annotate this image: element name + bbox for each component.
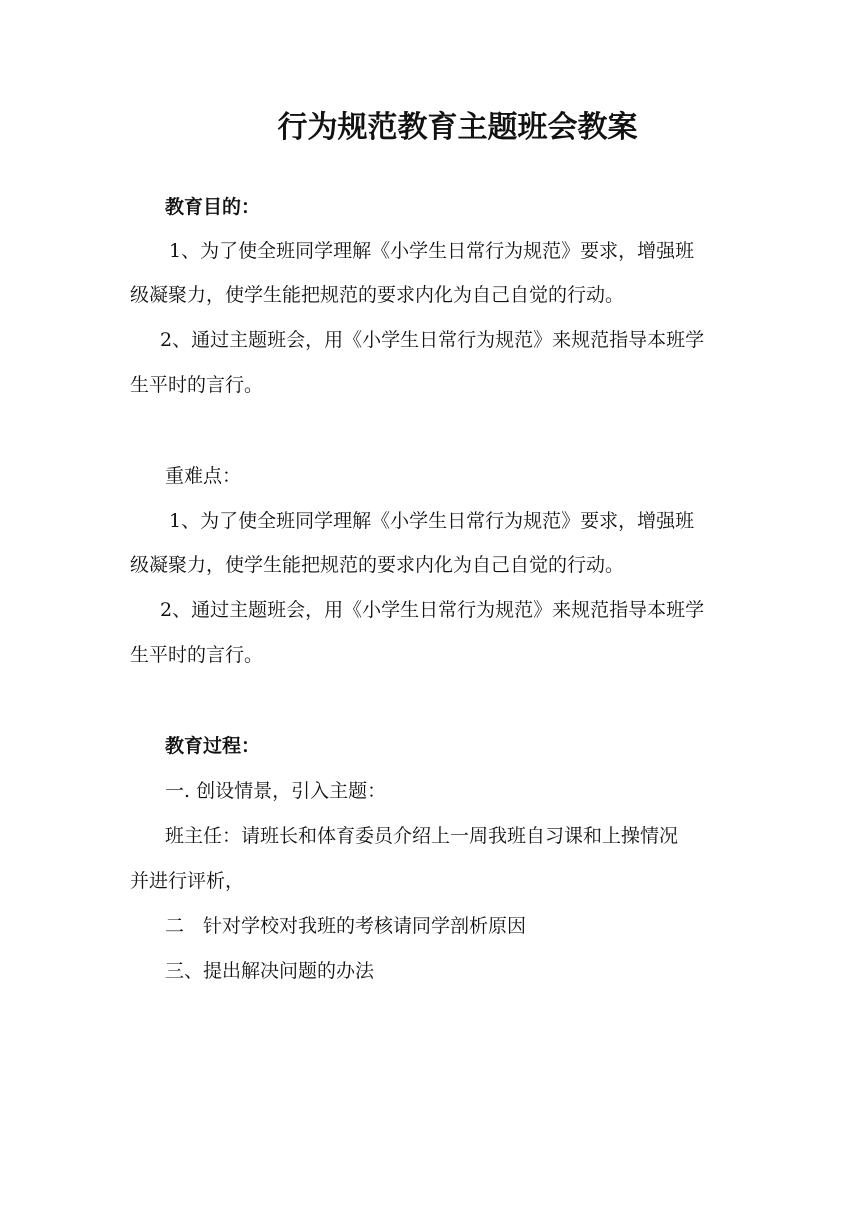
purpose-item1-line1: 1、为了使全班同学理解《小学生日常行为规范》要求，增强班 <box>169 240 695 262</box>
process-step2: 二 针对学校对我班的考核请同学剖析原因 <box>165 915 527 937</box>
process-step1: 一. 创设情景，引入主题： <box>165 780 387 802</box>
process-teacher-line1: 班主任：请班长和体育委员介绍上一周我班自习课和上操情况 <box>165 825 679 847</box>
document-title: 行为规范教育主题班会教案 <box>277 110 638 145</box>
key-points-heading: 重难点： <box>165 465 242 487</box>
key-points-item1-line2: 级凝聚力，使学生能把规范的要求内化为自己自觉的行动。 <box>130 554 625 576</box>
process-teacher-line2: 并进行评析， <box>130 870 245 892</box>
purpose-item2-line2: 生平时的言行。 <box>130 374 264 396</box>
key-points-item1-line1: 1、为了使全班同学理解《小学生日常行为规范》要求，增强班 <box>169 510 695 532</box>
key-points-item2-line2: 生平时的言行。 <box>130 644 264 666</box>
purpose-item1-line2: 级凝聚力，使学生能把规范的要求内化为自己自觉的行动。 <box>130 284 625 306</box>
process-heading: 教育过程： <box>165 735 261 757</box>
purpose-heading: 教育目的： <box>165 196 261 218</box>
purpose-item2-line1: 2、通过主题班会，用《小学生日常行为规范》来规范指导本班学 <box>160 329 705 351</box>
process-step3: 三、提出解决问题的办法 <box>165 960 375 982</box>
key-points-item2-line1: 2、通过主题班会，用《小学生日常行为规范》来规范指导本班学 <box>160 599 705 621</box>
